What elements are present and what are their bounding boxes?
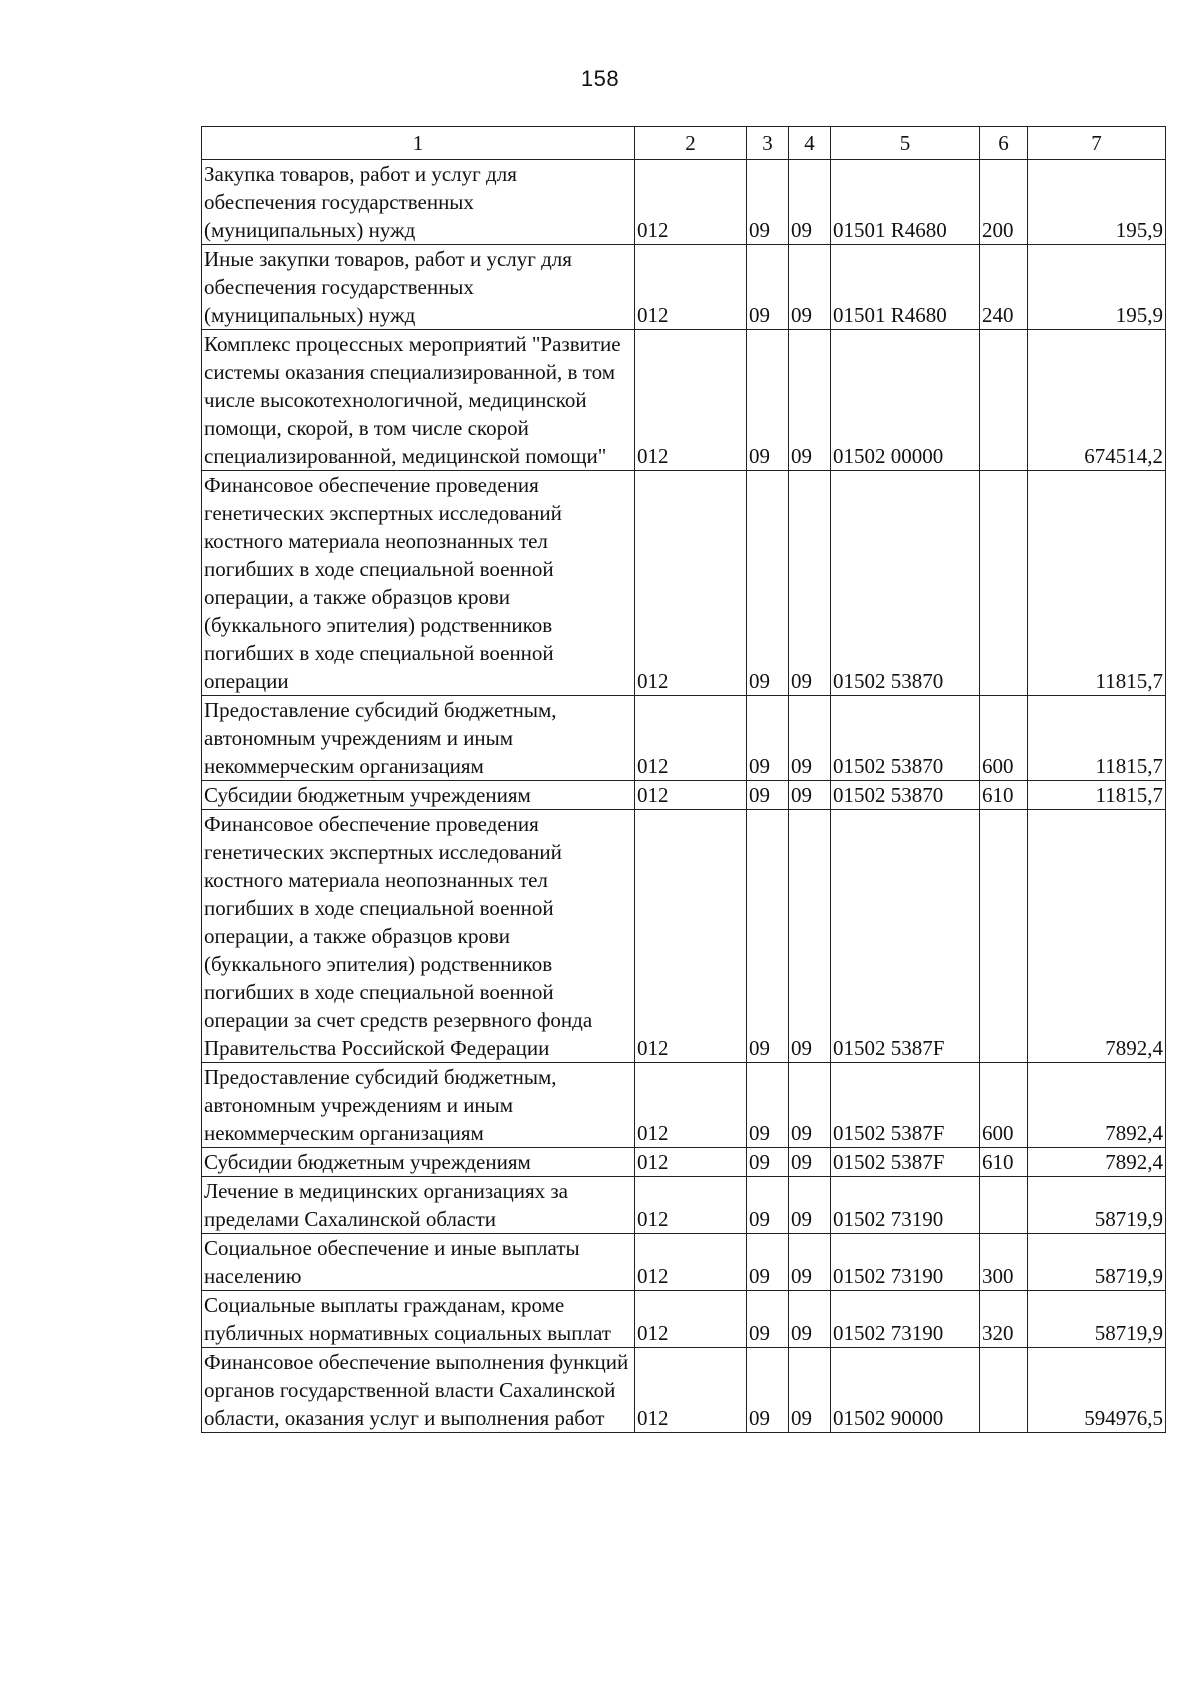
table-row: [202, 810, 1166, 1063]
row-ministry: 012: [635, 1234, 747, 1291]
table-row: [202, 781, 1166, 810]
row-description: Финансовое обеспечение выполнения функций органов государственной власти Сахалинской области, оказания услуг и выполнения работ: [202, 1348, 635, 1433]
row-section: 09: [747, 1291, 789, 1348]
col-header-expense-type: 6: [980, 127, 1028, 160]
table-row: [202, 1348, 1166, 1433]
row-target-article: 01502 00000: [831, 330, 980, 471]
row-expense-type: 200: [980, 160, 1028, 245]
col-header-amount: 7: [1028, 127, 1166, 160]
row-subsection: 09: [789, 696, 831, 781]
row-section: 09: [747, 810, 789, 1063]
page-number: 158: [580, 66, 620, 91]
table-row: [202, 471, 1166, 696]
row-subsection: 09: [789, 1148, 831, 1177]
row-expense-type: 600: [980, 1063, 1028, 1148]
row-amount: 58719,9: [1028, 1234, 1166, 1291]
row-ministry: 012: [635, 1148, 747, 1177]
row-target-article: 01502 53870: [831, 696, 980, 781]
table-row: [202, 696, 1166, 781]
col-header-description: 1: [202, 127, 635, 160]
row-expense-type: 240: [980, 245, 1028, 330]
table-row: [202, 160, 1166, 245]
row-subsection: 09: [789, 1348, 831, 1433]
row-section: 09: [747, 160, 789, 245]
row-subsection: 09: [789, 1177, 831, 1234]
row-description: Иные закупки товаров, работ и услуг для обеспечения государственных (муниципальных) нужд: [202, 245, 635, 330]
row-expense-type: [980, 1177, 1028, 1234]
table-row: [202, 1291, 1166, 1348]
row-expense-type: [980, 471, 1028, 696]
row-target-article: 01502 53870: [831, 781, 980, 810]
row-subsection: 09: [789, 1234, 831, 1291]
row-target-article: 01502 5387F: [831, 1148, 980, 1177]
row-expense-type: 610: [980, 781, 1028, 810]
row-section: 09: [747, 1348, 789, 1433]
row-ministry: 012: [635, 781, 747, 810]
row-amount: 594976,5: [1028, 1348, 1166, 1433]
row-description: Социальное обеспечение и иные выплаты населению: [202, 1234, 635, 1291]
row-ministry: 012: [635, 810, 747, 1063]
row-amount: 195,9: [1028, 160, 1166, 245]
table-row: [202, 330, 1166, 471]
row-section: 09: [747, 1177, 789, 1234]
row-description: Субсидии бюджетным учреждениям: [202, 781, 635, 810]
table-row: [202, 1063, 1166, 1148]
row-subsection: 09: [789, 245, 831, 330]
row-description: Предоставление субсидий бюджетным, автономным учреждениям и иным некоммерческим организациям: [202, 696, 635, 781]
row-amount: 58719,9: [1028, 1177, 1166, 1234]
row-section: 09: [747, 1234, 789, 1291]
row-target-article: 01502 73190: [831, 1234, 980, 1291]
row-subsection: 09: [789, 330, 831, 471]
row-target-article: 01502 73190: [831, 1177, 980, 1234]
row-amount: 7892,4: [1028, 1063, 1166, 1148]
row-amount: 7892,4: [1028, 1148, 1166, 1177]
row-target-article: 01501 R4680: [831, 245, 980, 330]
row-ministry: 012: [635, 330, 747, 471]
col-header-ministry: 2: [635, 127, 747, 160]
row-amount: 11815,7: [1028, 696, 1166, 781]
row-expense-type: [980, 810, 1028, 1063]
row-description: Предоставление субсидий бюджетным, автономным учреждениям и иным некоммерческим организациям: [202, 1063, 635, 1148]
row-section: 09: [747, 1148, 789, 1177]
row-expense-type: 300: [980, 1234, 1028, 1291]
row-expense-type: 610: [980, 1148, 1028, 1177]
row-ministry: 012: [635, 1291, 747, 1348]
row-description: Субсидии бюджетным учреждениям: [202, 1148, 635, 1177]
row-amount: 195,9: [1028, 245, 1166, 330]
col-header-section: 3: [747, 127, 789, 160]
budget-table: [201, 126, 1166, 1433]
row-expense-type: 320: [980, 1291, 1028, 1348]
row-expense-type: [980, 1348, 1028, 1433]
row-ministry: 012: [635, 1177, 747, 1234]
col-header-subsection: 4: [789, 127, 831, 160]
row-target-article: 01502 5387F: [831, 1063, 980, 1148]
row-amount: 11815,7: [1028, 781, 1166, 810]
row-description: Комплекс процессных мероприятий "Развитие системы оказания специализированной, в том числе высокотехнологичной, медицинской помощи, скорой, в том числе скорой специализированной, медицинской помощи": [202, 330, 635, 471]
row-amount: 58719,9: [1028, 1291, 1166, 1348]
row-section: 09: [747, 1063, 789, 1148]
row-ministry: 012: [635, 471, 747, 696]
row-expense-type: [980, 330, 1028, 471]
row-ministry: 012: [635, 1348, 747, 1433]
row-description: Финансовое обеспечение проведения генетических экспертных исследований костного материала неопознанных тел погибших в ходе специальной военной операции, а также образцов крови (буккального эпителия) родственников погибших в ходе специальной военной операции за счет средств резервного фонда Правительства Российской Федерации: [202, 810, 635, 1063]
table-row: [202, 1148, 1166, 1177]
row-ministry: 012: [635, 1063, 747, 1148]
row-subsection: 09: [789, 781, 831, 810]
row-target-article: 01502 73190: [831, 1291, 980, 1348]
row-subsection: 09: [789, 160, 831, 245]
row-target-article: 01501 R4680: [831, 160, 980, 245]
row-target-article: 01502 5387F: [831, 810, 980, 1063]
row-ministry: 012: [635, 696, 747, 781]
table-row: [202, 1177, 1166, 1234]
row-amount: 11815,7: [1028, 471, 1166, 696]
row-subsection: 09: [789, 810, 831, 1063]
row-ministry: 012: [635, 245, 747, 330]
row-subsection: 09: [789, 1291, 831, 1348]
row-amount: 674514,2: [1028, 330, 1166, 471]
row-target-article: 01502 53870: [831, 471, 980, 696]
row-target-article: 01502 90000: [831, 1348, 980, 1433]
row-section: 09: [747, 245, 789, 330]
row-section: 09: [747, 330, 789, 471]
row-section: 09: [747, 781, 789, 810]
col-header-target-article: 5: [831, 127, 980, 160]
row-section: 09: [747, 696, 789, 781]
row-description: Финансовое обеспечение проведения генетических экспертных исследований костного материала неопознанных тел погибших в ходе специальной военной операции, а также образцов крови (буккального эпителия) родственников погибших в ходе специальной военной операции: [202, 471, 635, 696]
header-row: [202, 127, 1166, 160]
table-row: [202, 245, 1166, 330]
row-subsection: 09: [789, 471, 831, 696]
table-row: [202, 1234, 1166, 1291]
row-description: Социальные выплаты гражданам, кроме публичных нормативных социальных выплат: [202, 1291, 635, 1348]
row-section: 09: [747, 471, 789, 696]
row-description: Лечение в медицинских организациях за пределами Сахалинской области: [202, 1177, 635, 1234]
row-subsection: 09: [789, 1063, 831, 1148]
row-ministry: 012: [635, 160, 747, 245]
row-amount: 7892,4: [1028, 810, 1166, 1063]
row-expense-type: 600: [980, 696, 1028, 781]
row-description: Закупка товаров, работ и услуг для обеспечения государственных (муниципальных) нужд: [202, 160, 635, 245]
